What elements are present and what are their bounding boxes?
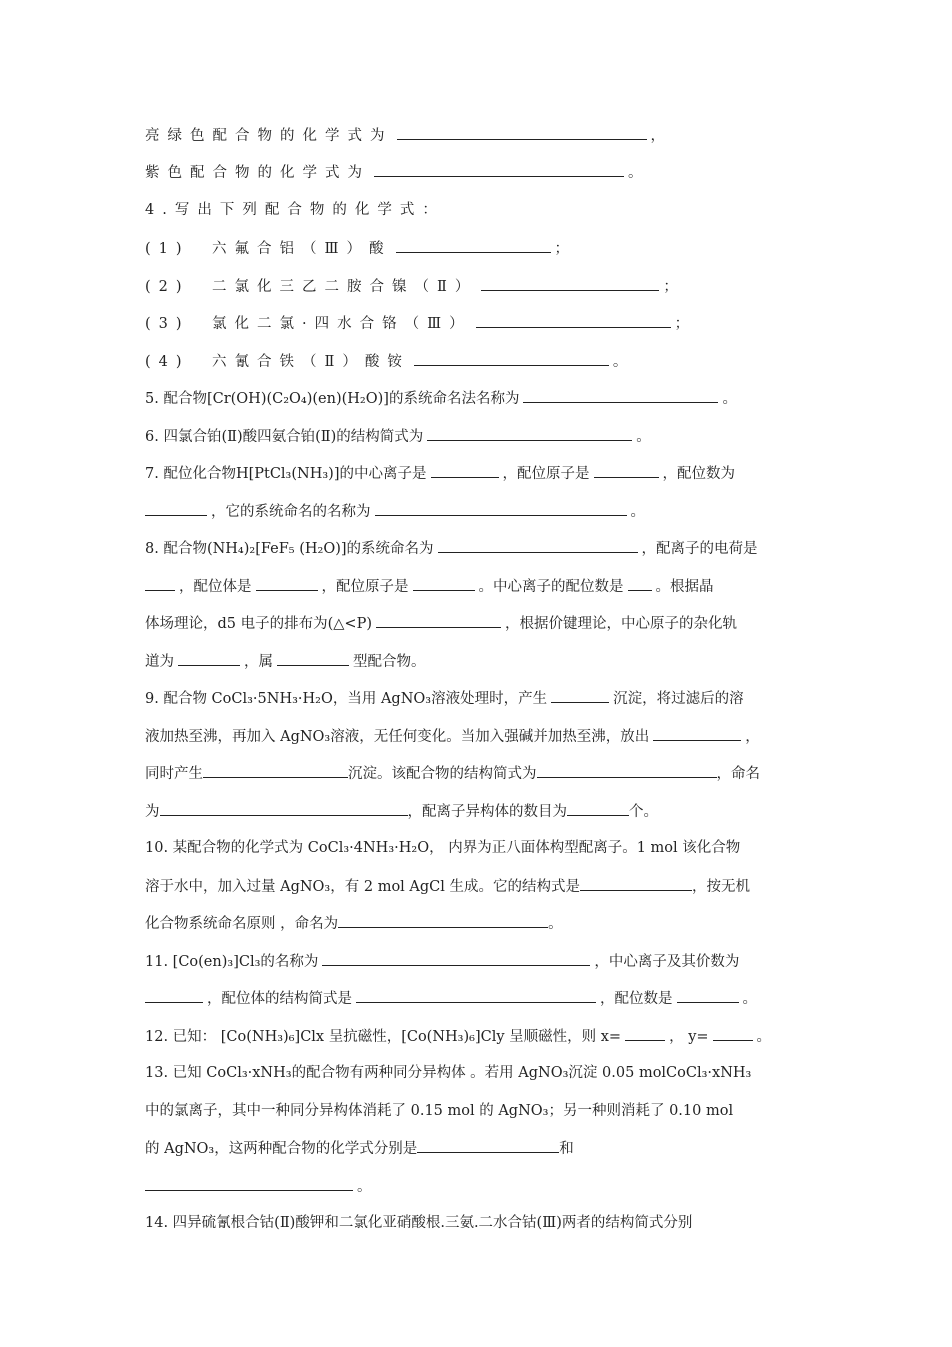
text: 溶于水中，加入过量 AgNO₃，有 2 mol AgCl 生成。它的结构式是: [145, 879, 581, 895]
text: (1) 六氟合铝（Ⅲ）酸: [145, 241, 392, 257]
answer-blank: [145, 1176, 353, 1191]
text: 沉淀。该配合物的结构简式为: [348, 766, 537, 782]
question-14-line-1: [145, 1213, 817, 1233]
text: 体场理论，d5 电子的排布为(△<P): [145, 616, 372, 632]
answer-blank: [145, 501, 207, 516]
text: ；: [554, 241, 578, 257]
answer-blank: [481, 276, 659, 291]
text: 7. 配位化合物H[PtCl₃(NH₃)]的中心离子是: [145, 466, 427, 482]
text: ，配位原子是: [321, 579, 409, 595]
text: ，配位体的结构简式是: [207, 991, 352, 1007]
text: 。: [756, 1029, 772, 1045]
text: 。中心离子的配位数是: [478, 579, 624, 595]
text: ，配离子异构体的数目为: [407, 804, 567, 820]
answer-blank: [374, 162, 624, 177]
question-13-line-2: [145, 1101, 817, 1121]
answer-blank: [322, 951, 590, 966]
text: 12. 已知： [Co(NH₃)₆]Clx 呈抗磁性，[Co(NH₃)₆]Cly 呈顺磁性，则 x=: [145, 1029, 622, 1045]
answer-blank: [438, 538, 638, 553]
question-13-line-4: [145, 1176, 817, 1197]
text: 中的氯离子，其中一种同分异构体消耗了 0.15 mol 的 AgNO₃；另一种则消耗了 0.10 mol: [145, 1103, 734, 1119]
text: ；: [674, 316, 698, 332]
question-5: [145, 388, 817, 409]
text: 。: [630, 504, 645, 520]
question-7-line-2: [145, 501, 817, 522]
line-purple-complex: [145, 162, 817, 183]
answer-blank: [427, 426, 632, 441]
text: 10. 某配合物的化学式为 CoCl₃·4NH₃·H₂O， 内界为正八面体构型配离子。1 mol 该化合物: [145, 840, 741, 856]
text: ，它的系统命名的名称为: [211, 504, 371, 520]
text: ，配位体是: [179, 579, 252, 595]
answer-blank: [256, 576, 318, 591]
text: (3) 氯化二氯·四水合铬（Ⅲ）: [145, 316, 472, 332]
text: 。: [628, 165, 651, 181]
text: ，属: [244, 654, 273, 670]
text: 。: [612, 354, 636, 370]
answer-blank: [476, 313, 671, 328]
question-9-line-4: [145, 801, 817, 822]
question-8-line-2: [145, 576, 817, 597]
question-4-title: [145, 200, 817, 220]
text: 为: [145, 804, 160, 820]
answer-blank: [376, 613, 501, 628]
question-9-line-3: [145, 763, 817, 784]
text: 9. 配合物 CoCl₃·5NH₃·H₂O，当用 AgNO₃溶液处理时，产生: [145, 691, 548, 707]
question-12: [145, 1026, 817, 1047]
text: 化合物系统命名原则 ，命名为: [145, 916, 339, 932]
text: 液加热至沸，再加入 AgNO₃溶液，无任何变化。当加入强碱并加热至沸，放出: [145, 729, 650, 745]
question-8-line-3: [145, 613, 817, 634]
text: 同时产生: [145, 766, 203, 782]
answer-blank: [567, 801, 629, 816]
text: (4) 六氰合铁（Ⅱ）酸铵: [145, 354, 410, 370]
text: ，命名: [716, 766, 760, 782]
answer-blank: [145, 576, 175, 591]
answer-blank: [396, 238, 551, 253]
answer-blank: [414, 351, 609, 366]
answer-blank: [713, 1026, 753, 1041]
question-7-line-1: [145, 463, 817, 484]
answer-blank: [203, 763, 348, 778]
answer-blank: [145, 988, 203, 1003]
text: ，按无机: [692, 879, 751, 895]
text: 8. 配合物(NH₄)₂[FeF₅ (H₂O)]的系统命名为: [145, 541, 434, 557]
question-11-line-1: [145, 951, 817, 972]
answer-blank: [677, 988, 739, 1003]
question-10-line-1: [145, 838, 817, 858]
answer-blank: [580, 876, 692, 891]
question-9-line-1: [145, 688, 817, 709]
question-13-line-3: [145, 1138, 817, 1159]
answer-blank: [277, 651, 349, 666]
text: 紫色配合物的化学式为: [145, 165, 370, 181]
question-11-line-2: [145, 988, 817, 1009]
text: 13. 已知 CoCl₃·xNH₃的配合物有两种同分异构体 。若用 AgNO₃沉淀 0.05 molCoCl₃·xNH₃: [145, 1065, 752, 1081]
text: ，中心离子及其价数为: [594, 954, 740, 970]
text: 。: [722, 391, 737, 407]
answer-blank: [160, 801, 408, 816]
text: 4.写出下列配合物的化学式：: [145, 202, 445, 218]
answer-blank: [594, 463, 659, 478]
answer-blank: [356, 988, 596, 1003]
text: ，根据价键理论，中心原子的杂化轨: [505, 616, 737, 632]
answer-blank: [551, 688, 609, 703]
text: ，配离子的电荷是: [641, 541, 758, 557]
text: 的 AgNO₃，这两种配合物的化学式分别是: [145, 1141, 418, 1157]
question-4-item-2: [145, 276, 817, 297]
answer-blank: [338, 913, 548, 928]
answer-blank: [375, 501, 627, 516]
text: ，配位数是: [600, 991, 673, 1007]
text: 14. 四异硫氰根合钴(Ⅱ)酸钾和二氯化亚硝酸根.三氨.二水合钴(Ⅲ)两者的结构简式分别: [145, 1215, 693, 1231]
text: ，: [745, 729, 760, 745]
answer-blank: [431, 463, 499, 478]
question-13-line-1: [145, 1063, 817, 1083]
answer-blank: [417, 1138, 559, 1153]
text: 11. [Co(en)₃]Cl₃的名称为: [145, 954, 319, 970]
text: 。根据晶: [655, 579, 714, 595]
question-4-item-3: [145, 313, 817, 334]
answer-blank: [628, 576, 652, 591]
answer-blank: [413, 576, 475, 591]
text: 。: [742, 991, 757, 1007]
answer-blank: [523, 388, 718, 403]
question-6: [145, 426, 817, 447]
text: 。: [357, 1179, 372, 1195]
text: ，配位数为: [662, 466, 735, 482]
question-4-item-1: [145, 238, 817, 259]
text: 6. 四氯合铂(Ⅱ)酸四氨合铂(Ⅱ)的结构简式为: [145, 429, 424, 445]
line-green-complex: [145, 125, 817, 146]
text: 。: [548, 916, 563, 932]
text: ， y=: [669, 1029, 709, 1045]
answer-blank: [653, 726, 741, 741]
question-4-item-4: [145, 351, 817, 372]
text: 道为: [145, 654, 174, 670]
question-10-line-2: [145, 876, 817, 897]
text: 个。: [629, 804, 658, 820]
question-8-line-1: [145, 538, 817, 559]
text: 5. 配合物[Cr(OH)(C₂O₄)(en)(H₂O)]的系统命名法名称为: [145, 391, 520, 407]
answer-blank: [625, 1026, 665, 1041]
text: (2) 二氯化三乙二胺合镍（Ⅱ）: [145, 279, 478, 295]
text: ；: [663, 279, 686, 295]
text: 沉淀，将过滤后的溶: [613, 691, 744, 707]
question-10-line-3: [145, 913, 817, 934]
text: 型配合物。: [353, 654, 426, 670]
question-9-line-2: [145, 726, 817, 747]
question-8-line-4: [145, 651, 817, 672]
text: ，配位原子是: [502, 466, 590, 482]
answer-blank: [178, 651, 240, 666]
text: 和: [559, 1141, 574, 1157]
answer-blank: [537, 763, 717, 778]
answer-blank: [397, 125, 647, 140]
text: 。: [636, 429, 651, 445]
text: ，: [650, 128, 673, 144]
text: 亮绿色配合物的化学式为: [145, 128, 393, 144]
